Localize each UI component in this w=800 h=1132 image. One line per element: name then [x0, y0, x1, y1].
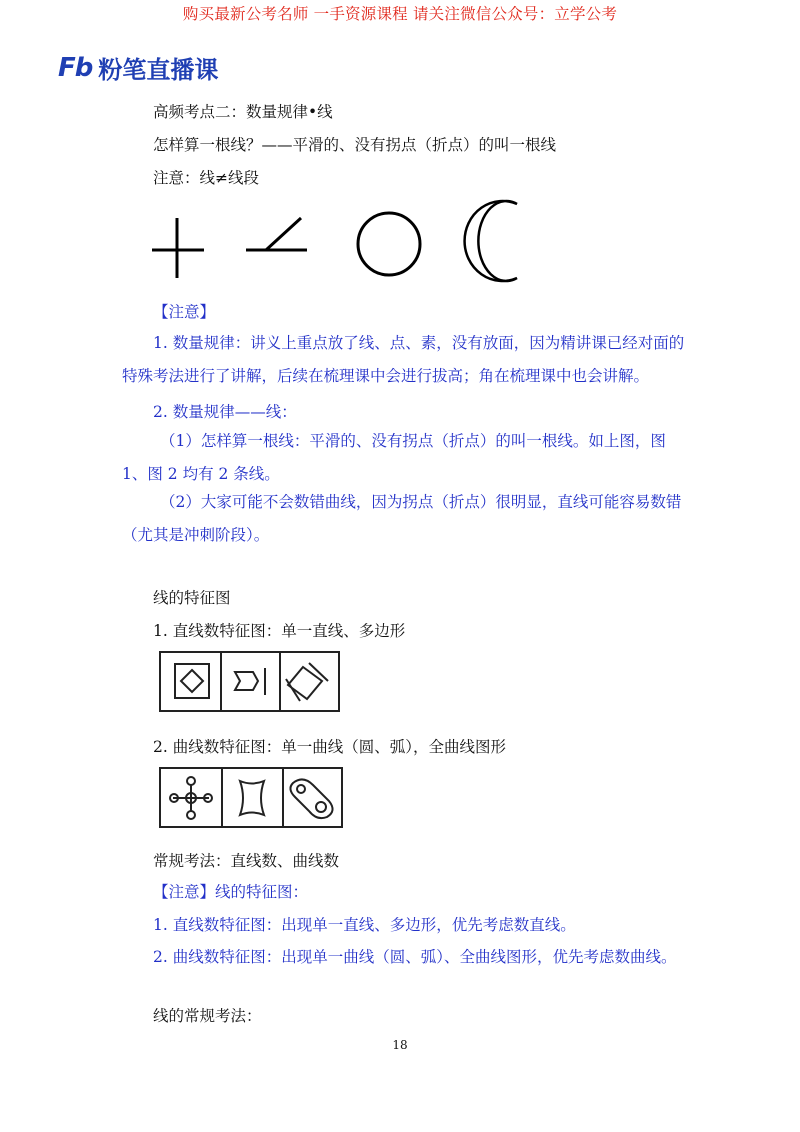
- curved-link-icon: [290, 779, 332, 818]
- section-heading: 高频考点二：数量规律•线: [153, 103, 333, 121]
- common-methods-heading: 线的常规考法：: [153, 1007, 262, 1025]
- curve-feature-title: 2. 曲线数特征图：单一曲线（圆、弧），全曲线图形: [153, 738, 506, 756]
- flower-circles-icon: [170, 777, 212, 819]
- note-item-1: 1. 数量规律：讲义上重点放了线、点、素，没有放面，因为精讲课已经对面的特殊考法进行了讲解，后续在梳理课中会进行拔高；角在梳理课中也会讲解。: [122, 334, 685, 385]
- note2-item-1: 1. 直线数特征图：出现单一直线、多边形，优先考虑数直线。: [153, 916, 576, 934]
- straight-feature-title: 1. 直线数特征图：单一直线、多边形: [153, 622, 406, 640]
- line-definition: 怎样算一根线？——平滑的、没有拐点（折点）的叫一根线: [153, 136, 557, 154]
- feature-heading: 线的特征图: [153, 589, 231, 607]
- note2-title: 【注意】线的特征图：: [153, 883, 309, 901]
- logo-mark: Fb: [58, 52, 93, 83]
- page-number: 18: [392, 1038, 408, 1052]
- concave-shape-icon: [240, 781, 264, 815]
- square-diamond-icon: [175, 664, 209, 698]
- pentagon-line-icon: [235, 668, 265, 695]
- header-banner: 购买最新公考名师 一手资源课程 请关注微信公众号：立学公考: [182, 5, 618, 23]
- common-method: 常规考法：直线数、曲线数: [153, 852, 340, 870]
- note-item-2: 2. 数量规律——线：: [153, 403, 297, 421]
- note-item-2-1: （1）怎样算一根线：平滑的、没有拐点（折点）的叫一根线。如上图，图1、图 2 均有 2 条线。: [122, 432, 666, 483]
- line-examples-figure: [152, 196, 524, 288]
- note-item-2-2: （2）大家可能不会数错曲线，因为拐点（折点）很明显，直线可能容易数错（尤其是冲刺阶段）。: [122, 493, 682, 544]
- note2-item-2: 2. 曲线数特征图：出现单一曲线（圆、弧）、全曲线图形，优先考虑数曲线。: [153, 948, 677, 966]
- brand-logo: [58, 50, 218, 85]
- straight-figure-strip: [159, 651, 340, 712]
- curve-figure-strip: [159, 767, 343, 828]
- note-title: 【注意】: [153, 303, 216, 321]
- line-note: 注意：线≠线段: [153, 169, 259, 187]
- slanted-parallelogram-icon: [286, 663, 328, 701]
- logo-text: 粉笔直播课: [98, 56, 219, 84]
